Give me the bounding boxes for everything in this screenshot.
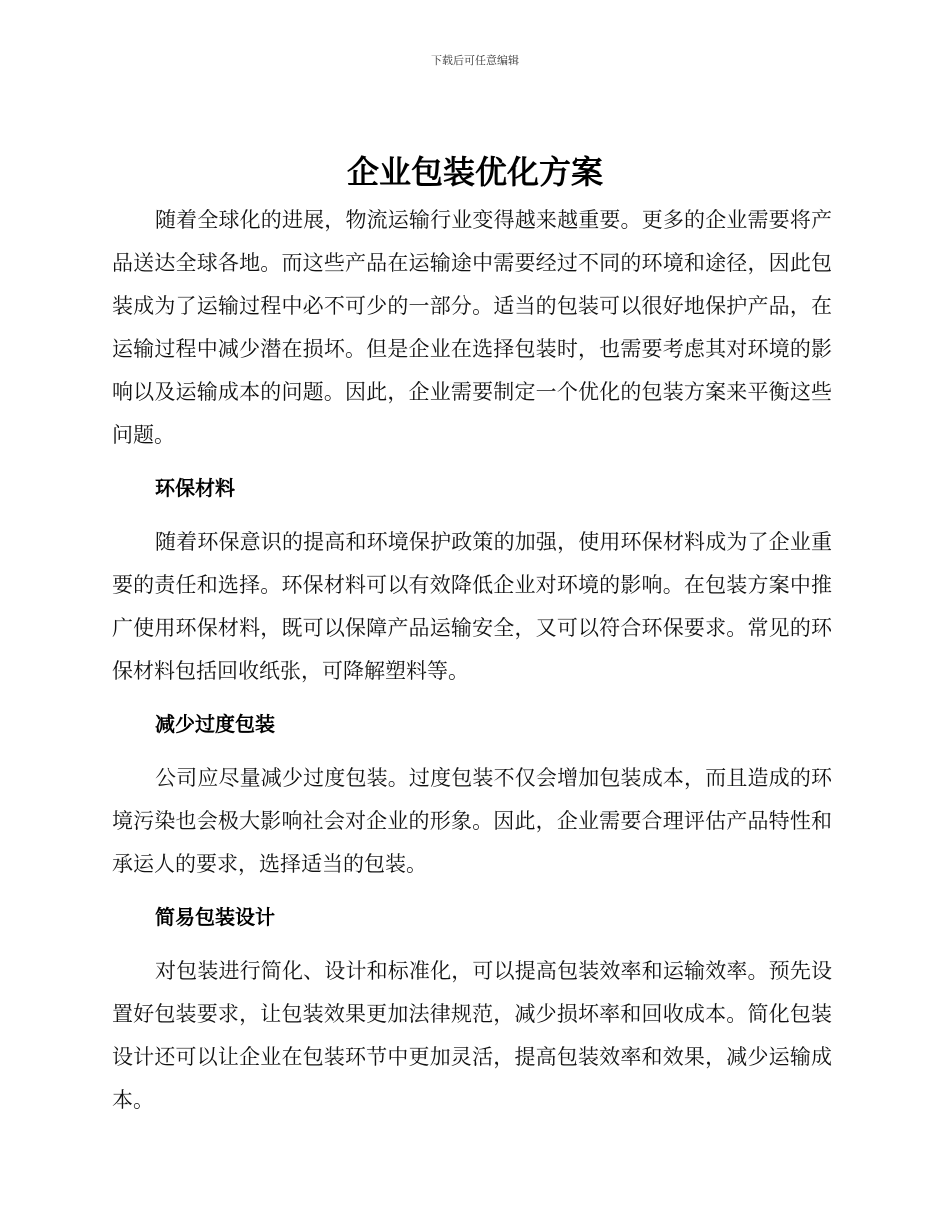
- section-heading-reduce-overpackaging: 减少过度包装: [155, 712, 275, 736]
- section-heading-simple-design: 简易包装设计: [155, 905, 275, 929]
- intro-paragraph: 随着全球化的进展，物流运输行业变得越来越重要。更多的企业需要将产品送达全球各地。而这些产品在运输途中需要经过不同的环境和途径，因此包装成为了运输过程中必不可少的一部分。适当的包装可以很好地保护产品，在运输过程中减少潜在损坏。但是企业在选择包装时，也需要考虑其对环境的影响以及运输成本的问题。因此，企业需要制定一个优化的包装方案来平衡这些问题。: [112, 208, 832, 447]
- section-body-simple-design: 对包装进行简化、设计和标准化，可以提高包装效率和运输效率。预先设置好包装要求，让包装效果更加法律规范，减少损坏率和回收成本。简化包装设计还可以让企业在包装环节中更加灵活，提高包装效率和效果，减少运输成本。: [112, 959, 832, 1112]
- document-title: 企业包装优化方案: [346, 153, 603, 191]
- section-heading-eco-materials: 环保材料: [155, 476, 235, 500]
- section-body-reduce-overpackaging: 公司应尽量减少过度包装。过度包装不仅会增加包装成本，而且造成的环境污染也会极大影响社会对企业的形象。因此，企业需要合理评估产品特性和承运人的要求，选择适当的包装。: [112, 766, 832, 876]
- section-body-eco-materials: 随着环保意识的提高和环境保护政策的加强，使用环保材料成为了企业重要的责任和选择。环保材料可以有效降低企业对环境的影响。在包装方案中推广使用环保材料，既可以保障产品运输安全，又可以符合环保要求。常见的环保材料包括回收纸张，可降解塑料等。: [112, 530, 832, 683]
- document-body: [112, 199, 832, 1122]
- header-note: 下载后可任意编辑: [431, 54, 519, 67]
